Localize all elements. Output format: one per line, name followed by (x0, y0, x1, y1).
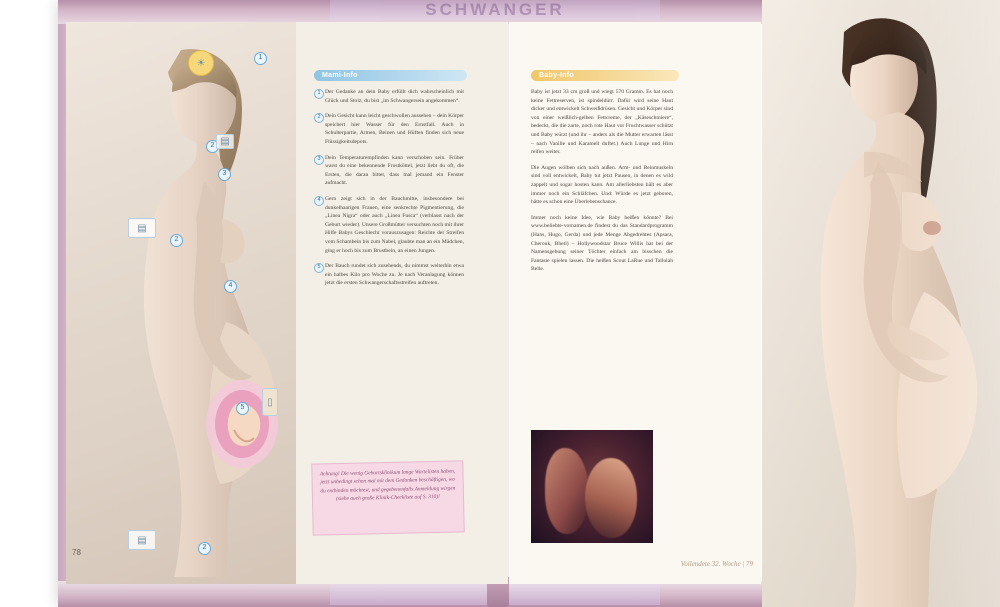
page-gutter-left (0, 0, 58, 607)
photo-callout-badge: 2 (170, 234, 183, 247)
water-glass-icon: ▤ (128, 530, 156, 550)
list-item (314, 88, 464, 105)
baby-info-body (531, 88, 673, 281)
water-glass-icon: ▤ (216, 134, 234, 149)
list-bullet: 5 (314, 263, 324, 273)
left-text-page (296, 22, 508, 584)
photo-callout-badge: 4 (224, 280, 237, 293)
list-bullet: 2 (314, 113, 324, 123)
list-item-text: Dein Temperaturempfinden kann verschoben sein. Früher warst du eine bekennende Frostköttel, jetzt liebt du oft, die Ersten, die daran bittet, dass mal jemand ein Fenster aufmacht. (325, 154, 464, 187)
book-cover-title: SCHWANGER (330, 0, 660, 20)
list-item-text: Gern zeigt sich in der Bauchmitte, insbesondere bei dunkelhaarigen Frauen, eine senkrechte Pigmentierung, die „Linea Nigra“ oder auch „Linea Fusca“ (verblasst nach der Geburt wieder). Unsere Großmütter versuchten noch mit ihrer Hilfe Babys Geschlecht vorauszusagen: Reichte der Streifen vom Schambein bis zum Nabel, glaubte man an ein Mädchen, ging er hoch bis zum Brustbein, an einen Jungen. (325, 195, 464, 254)
lotion-bottle-icon: ▯ (262, 388, 278, 416)
photo-callout-badge: 2 (206, 140, 219, 153)
list-bullet: 3 (314, 155, 324, 165)
mami-info-header: Mami-Info (314, 70, 467, 81)
note-box (311, 460, 464, 535)
photo-figure-left (545, 448, 589, 534)
list-bullet: 4 (314, 196, 324, 206)
photo-callout-badge: 2 (198, 542, 211, 555)
page-number-left: 78 (72, 548, 81, 557)
list-item (314, 262, 464, 288)
photo-figure-right (585, 458, 637, 538)
photo-callout-badge: 5 (236, 402, 249, 415)
left-page-photo (66, 22, 296, 584)
note-box-text: Achtung! Die wenig Geburtsklinikum lange Wartelisten haben, jetzt unbedingt schon mal mit dem Gedanken beschäftigen, wo du entbinden möchtest, und gegebenenfalls Anmeldung wirgen (siehe auch große Klinik-Checkliste auf S. 310)! (319, 468, 456, 503)
right-text-page (509, 22, 761, 584)
mami-info-body (314, 88, 464, 295)
pregnant-woman-silhouette-icon (76, 32, 281, 577)
pregnant-woman-photo-illustration (762, 0, 1000, 607)
sun-icon: ☀ (188, 50, 214, 76)
paragraph: Immer noch keine Idee, wie Baby heißen könnte? Bei www.beliebte-vornamen.de findest du das Standardprogramm (Hans, Hugo, Gerda) und jede Menge Abgedrehtes (Apsara, Cherouk, Bhetl) – Hollywoodstar Bruce Willis hat bei der Namensgebung seiner Töchter einfach am bisschen die Fantasie spielen lassen. Die heißen Scout LaRue und Tallulah Belle. (531, 214, 673, 273)
inline-photo (531, 430, 653, 543)
list-item (314, 195, 464, 255)
right-page-photo (762, 0, 1000, 607)
list-item-text: Der Gedanke an dein Baby erfüllt dich wahrscheinlich mit Glück und Stolz, du bist „im Schwangersein angekommen“. (325, 89, 464, 104)
list-item (314, 154, 464, 188)
photo-callout-badge: 1 (254, 52, 267, 65)
photo-callout-badge: 3 (218, 168, 231, 181)
paragraph: Baby ist jetzt 33 cm groß und wiegt 570 Gramm. Es hat noch keine Fettreserven, ist spindeldürr. Dafür wird seine Haut dicker und entwickelt Schweißdrüsen. Gesicht und Körper sind von einer weißlich-gelben Fettcreme, der „Käseschmiere“, bedeckt, die die zarte, noch rote Haut vor Fruchtwasser schützt und Baby würzt (und ihr – anders als die Mutter erwarten lässt – nach Vanille und Karamell duftet.) Auch Lunge und Hirn reifen weiter. (531, 89, 673, 156)
running-head-right: Vollendete 32. Woche | 79 (680, 560, 753, 568)
baby-info-header: Baby-Info (531, 70, 679, 81)
list-item (314, 112, 464, 146)
list-bullet: 1 (314, 89, 324, 99)
water-glass-icon: ▤ (128, 218, 156, 238)
paragraph: Die Augen wölben sich nach außen. Arm- und Beinmuskeln sind voll entwickelt, Baby tut jetzt Pausen, in denen es wild zappelt und sogar hosten kann. Am allerliebsten hält es aber immer noch ein Schläfchen. Und: Würde es jetzt geboren, hätte es schon eine Überlebenschance. (531, 164, 673, 206)
list-item-text: Der Bauch rundet sich zusehends, du nimmst weiterhin etwa ein halbes Kilo pro Woche zu. Je nach Veranlagung können jetzt die ersten Schwangerschaftsstreifen auftreten. (325, 263, 464, 287)
list-item-text: Dein Gesicht kann leicht geschwollen aussehen – dein Körper speichert hier Wasser für den Ernstfall. Auch in Schulterpartie, Armen, Beinen und Hüften finden sich neue Flüssigkeitsdepots. (325, 113, 464, 145)
